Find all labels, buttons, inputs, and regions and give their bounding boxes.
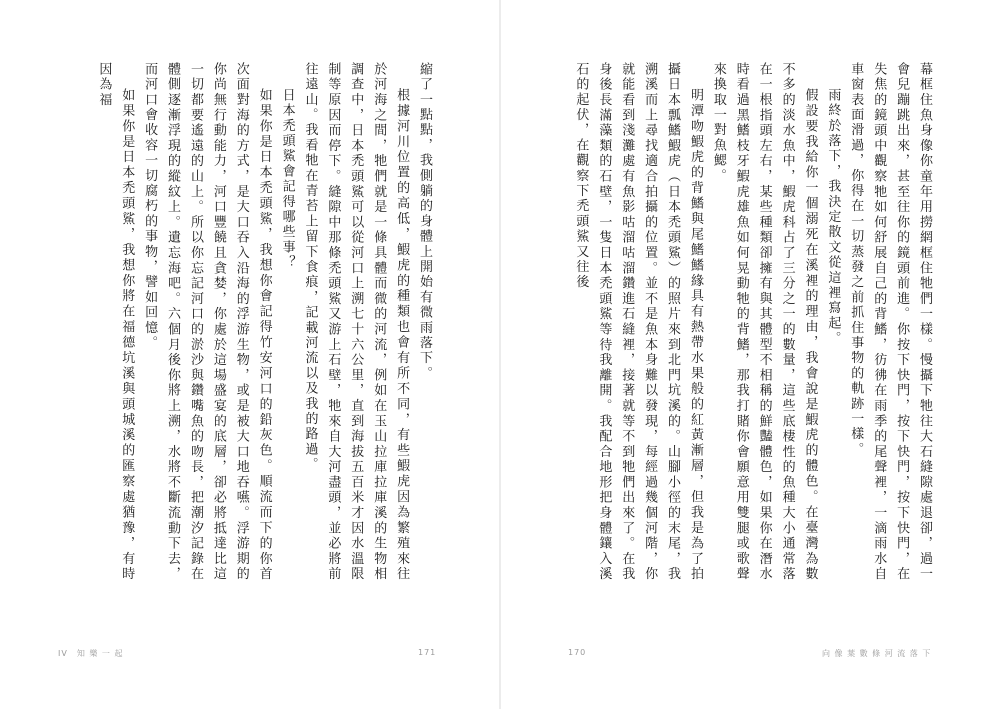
right-paragraph: 幕框住魚身像你童年用撈網框住牠們一樣。慢攝下牠往大石縫隙處退卻，過一會兒蹦跳出來，甚至往你的鏡頭前進。你按下快門，按下快門，按下快門，在失焦的鏡頭中觀察牠如何舒展自己的背鰭，彷彿在雨季的尾聲裡，一滴雨水自車窗表面滑過，你得在一切蒸發之前抓住事物的軌跡一樣。 — [848, 62, 932, 582]
left-paragraph: 如果你是日本禿頭鯊，我想你將在福德坑溪與頭城溪的匯察處猶豫，有時因為福 — [96, 62, 135, 582]
left-paragraph: 根據河川位置的高低，鰕虎的種類也會有所不同，有些鰕虎因為繁殖來往於河海之間，牠們就是一條具體而微的河流，例如在玉山拉庫拉庫溪的生物相調查中，日本禿頭鯊可以從河口上溯七十六公里，直到海拔五百米才因水溫限制等原因而停下。縫隙中那條禿頭鯊又游上石壁，牠來自大河盡頭，並必將前往遠山。我看牠在青苔上留下食痕，記載河流以及我的路過。 — [302, 62, 410, 582]
right-paragraph: 雨終於落下，我決定散文從這裡寫起。 — [825, 88, 841, 347]
left-paragraph: 日本禿頭鯊會記得哪些事？ — [279, 88, 295, 271]
left-paragraph: 如果你是日本禿頭鯊，我想你會記得竹安河口的鉛灰色。順流而下的你首次面對海的方式，是大口吞入沿海的浮游生物，或是被大口地吞嚥。浮游期的你尚無行動能力，河口豐饒且貪婪，你處於這場盛宴的底層，卻必將抵達比這一切都要遙遠的山上。所以你忘記河口的淤沙與鑽嘴魚的吻長，把潮汐記錄在體側逐漸浮現的縱紋上。遺忘海吧。六個月後你將上溯，水將不斷流動下去，而河口會收容一切腐朽的事物，譬如回憶。 — [142, 62, 272, 582]
left-page-body — [65, 62, 435, 582]
page-number-left: 171 — [418, 648, 437, 657]
left-paragraph: 縮了一點點，我側躺的身體上開始有微雨落下。 — [417, 62, 432, 382]
right-paragraph: 明潭吻鰕虎的背鰭與尾鰭鰭緣具有熱帶水果般的紅黃漸層，但我是為了拍攝日本瓢鰭鰕虎（日本禿頭鯊）的照片來到北門坑溪的。山腳小徑的末尾，我溯溪而上尋找適合拍攝的位置。並不是魚本身難以發現，每經過幾個河階，你就能看到淺灘處有魚影咕溜咕溜鑽進石縫裡，接著就等不到牠們出來了。在我身後長滿藻類的石壁，一隻日本禿頭鯊等待我離開。我配合地形把身體鑲入溪石的起伏，在觀察下禿頭鯊又往後 — [573, 62, 703, 582]
section-label: IV 知 樂 一 起 — [58, 649, 124, 658]
right-paragraph: 假設要我給你一個溺死在溪裡的理由，我會說是鰕虎的體色。在臺灣為數不多的淡水魚中，鰕虎科占了三分之一的數量，這些底棲性的魚種大小通常落在一根指頭左右，某些種類卻擁有與其體型不相稱的鮮豔體色，如果你在潛水時看過黑鰭枝牙鰕虎雄魚如何晃動牠的背鰭，那我打賭你會願意用雙腿或歌聲來換取一對魚鰓。 — [710, 62, 818, 582]
running-title: 向 像 葉 數 條 河 流 落 下 — [822, 649, 932, 658]
page-number-right: 170 — [568, 648, 587, 657]
right-page-body — [570, 62, 935, 582]
right-page — [500, 0, 1000, 709]
